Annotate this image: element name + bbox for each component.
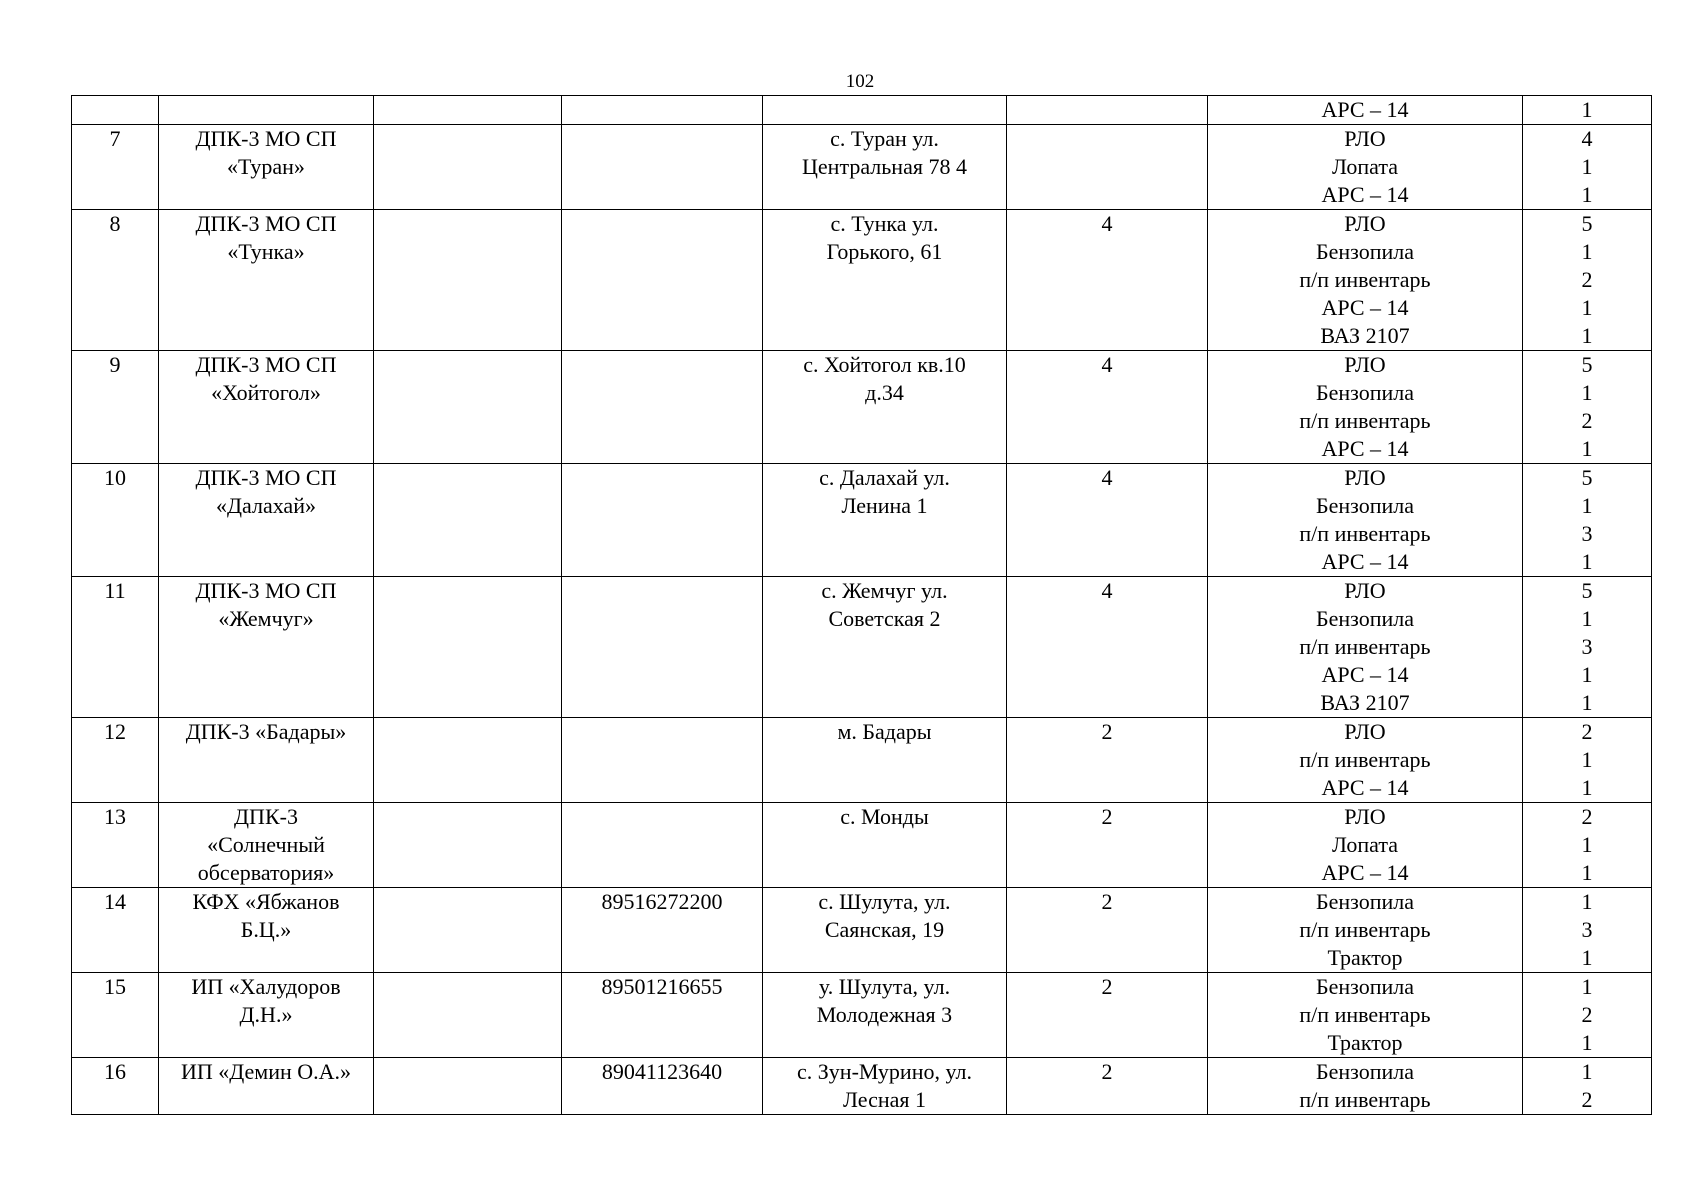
- table-body: [72, 96, 1652, 1115]
- quantity-cell: 4 1 1: [1523, 125, 1652, 210]
- organization-name-cell: ДПК-3 МО СП «Туран»: [159, 125, 374, 210]
- row-number-cell: 15: [72, 973, 159, 1058]
- equipment-cell: Бензопила п/п инвентарь Трактор: [1208, 888, 1523, 973]
- table-row: [72, 973, 1652, 1058]
- row-number-cell: 10: [72, 464, 159, 577]
- equipment-cell: РЛО Бензопила п/п инвентарь АРС – 14: [1208, 351, 1523, 464]
- empty-column-cell: [374, 577, 562, 718]
- quantity-cell: 1 3 1: [1523, 888, 1652, 973]
- quantity-cell: 5 1 3 1: [1523, 464, 1652, 577]
- row-number-cell: 7: [72, 125, 159, 210]
- organization-name-cell: ИП «Демин О.А.»: [159, 1058, 374, 1115]
- personnel-count-cell: 2: [1007, 1058, 1208, 1115]
- row-number-cell: 9: [72, 351, 159, 464]
- quantity-cell: 2 1 1: [1523, 718, 1652, 803]
- empty-column-cell: [374, 210, 562, 351]
- phone-cell: [562, 718, 763, 803]
- personnel-count-cell: 2: [1007, 718, 1208, 803]
- address-cell: у. Шулута, ул. Молодежная 3: [763, 973, 1007, 1058]
- phone-cell: 89041123640: [562, 1058, 763, 1115]
- organization-name-cell: ИП «Халудоров Д.Н.»: [159, 973, 374, 1058]
- quantity-cell: 1 2: [1523, 1058, 1652, 1115]
- personnel-count-cell: 4: [1007, 577, 1208, 718]
- equipment-cell: РЛО Лопата АРС – 14: [1208, 803, 1523, 888]
- quantity-cell: 5 1 2 1 1: [1523, 210, 1652, 351]
- page-number: 102: [845, 71, 875, 92]
- row-number-cell: 16: [72, 1058, 159, 1115]
- organization-name-cell: ДПК-3 «Бадары»: [159, 718, 374, 803]
- organization-name-cell: ДПК-3 МО СП «Тунка»: [159, 210, 374, 351]
- phone-cell: [562, 464, 763, 577]
- table-row: [72, 464, 1652, 577]
- empty-column-cell: [374, 464, 562, 577]
- phone-cell: [562, 125, 763, 210]
- table-row: [72, 125, 1652, 210]
- organization-name-cell: КФХ «Ябжанов Б.Ц.»: [159, 888, 374, 973]
- address-cell: с. Жемчуг ул. Советская 2: [763, 577, 1007, 718]
- empty-column-cell: [374, 803, 562, 888]
- phone-cell: 89501216655: [562, 973, 763, 1058]
- row-number-cell: 8: [72, 210, 159, 351]
- equipment-table: [71, 95, 1652, 1115]
- phone-cell: [562, 577, 763, 718]
- quantity-cell: 1 2 1: [1523, 973, 1652, 1058]
- row-number-cell: 14: [72, 888, 159, 973]
- table-row: [72, 1058, 1652, 1115]
- organization-name-cell: ДПК-3 МО СП «Жемчуг»: [159, 577, 374, 718]
- address-cell: с. Туран ул. Центральная 78 4: [763, 125, 1007, 210]
- phone-cell: [562, 210, 763, 351]
- address-cell: м. Бадары: [763, 718, 1007, 803]
- personnel-count-cell: 4: [1007, 210, 1208, 351]
- table-row: [72, 351, 1652, 464]
- row-number-cell: [72, 96, 159, 125]
- quantity-cell: 2 1 1: [1523, 803, 1652, 888]
- table-row: [72, 96, 1652, 125]
- empty-column-cell: [374, 973, 562, 1058]
- equipment-cell: Бензопила п/п инвентарь: [1208, 1058, 1523, 1115]
- address-cell: [763, 96, 1007, 125]
- empty-column-cell: [374, 718, 562, 803]
- row-number-cell: 12: [72, 718, 159, 803]
- personnel-count-cell: [1007, 125, 1208, 210]
- organization-name-cell: ДПК-3 МО СП «Далахай»: [159, 464, 374, 577]
- quantity-cell: 5 1 2 1: [1523, 351, 1652, 464]
- table-row: [72, 803, 1652, 888]
- empty-column-cell: [374, 888, 562, 973]
- equipment-cell: Бензопила п/п инвентарь Трактор: [1208, 973, 1523, 1058]
- phone-cell: [562, 803, 763, 888]
- table-row: [72, 718, 1652, 803]
- organization-name-cell: [159, 96, 374, 125]
- table-row: [72, 577, 1652, 718]
- organization-name-cell: ДПК-3 «Солнечный обсерватория»: [159, 803, 374, 888]
- address-cell: с. Зун-Мурино, ул. Лесная 1: [763, 1058, 1007, 1115]
- empty-column-cell: [374, 96, 562, 125]
- row-number-cell: 13: [72, 803, 159, 888]
- address-cell: с. Хойтогол кв.10 д.34: [763, 351, 1007, 464]
- personnel-count-cell: 2: [1007, 803, 1208, 888]
- empty-column-cell: [374, 125, 562, 210]
- equipment-cell: РЛО п/п инвентарь АРС – 14: [1208, 718, 1523, 803]
- equipment-cell: РЛО Лопата АРС – 14: [1208, 125, 1523, 210]
- row-number-cell: 11: [72, 577, 159, 718]
- equipment-cell: РЛО Бензопила п/п инвентарь АРС – 14: [1208, 464, 1523, 577]
- equipment-cell: АРС – 14: [1208, 96, 1523, 125]
- quantity-cell: 5 1 3 1 1: [1523, 577, 1652, 718]
- personnel-count-cell: [1007, 96, 1208, 125]
- personnel-count-cell: 4: [1007, 464, 1208, 577]
- address-cell: с. Тунка ул. Горького, 61: [763, 210, 1007, 351]
- table-row: [72, 888, 1652, 973]
- empty-column-cell: [374, 351, 562, 464]
- address-cell: с. Шулута, ул. Саянская, 19: [763, 888, 1007, 973]
- address-cell: с. Монды: [763, 803, 1007, 888]
- phone-cell: 89516272200: [562, 888, 763, 973]
- phone-cell: [562, 351, 763, 464]
- equipment-cell: РЛО Бензопила п/п инвентарь АРС – 14 ВАЗ 2107: [1208, 577, 1523, 718]
- equipment-cell: РЛО Бензопила п/п инвентарь АРС – 14 ВАЗ 2107: [1208, 210, 1523, 351]
- address-cell: с. Далахай ул. Ленина 1: [763, 464, 1007, 577]
- personnel-count-cell: 2: [1007, 973, 1208, 1058]
- personnel-count-cell: 2: [1007, 888, 1208, 973]
- phone-cell: [562, 96, 763, 125]
- table-row: [72, 210, 1652, 351]
- personnel-count-cell: 4: [1007, 351, 1208, 464]
- organization-name-cell: ДПК-3 МО СП «Хойтогол»: [159, 351, 374, 464]
- empty-column-cell: [374, 1058, 562, 1115]
- quantity-cell: 1: [1523, 96, 1652, 125]
